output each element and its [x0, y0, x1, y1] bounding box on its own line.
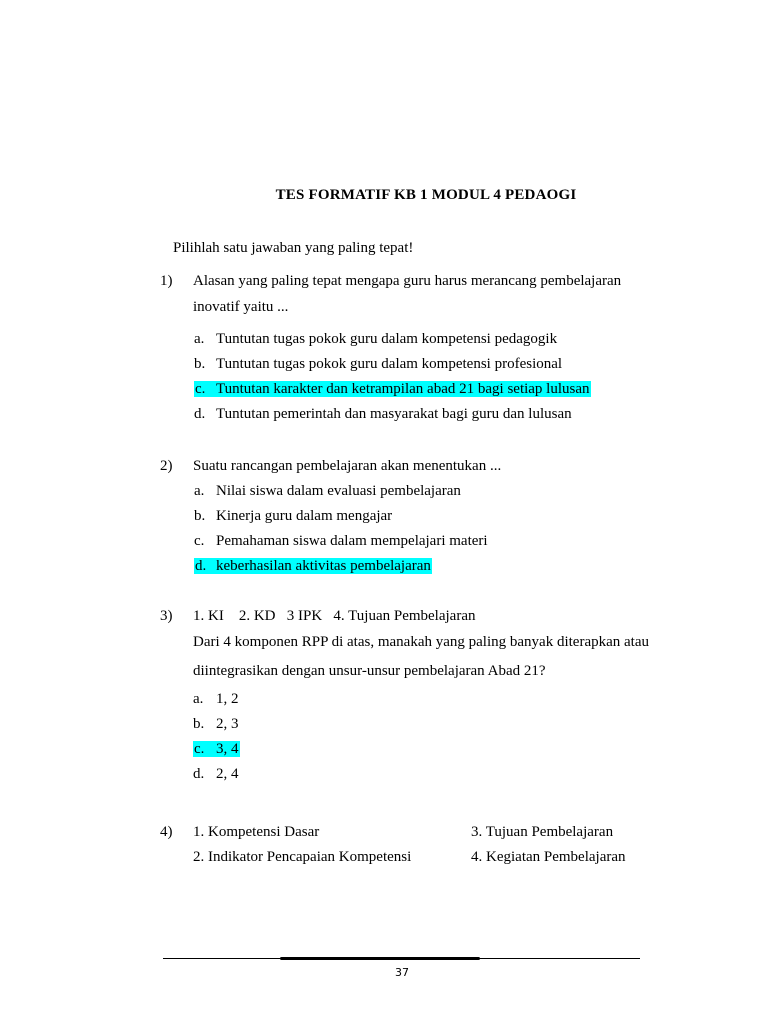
q1-number: 1) [160, 273, 173, 289]
page-title: TES FORMATIF KB 1 MODUL 4 PEDAOGI [275, 187, 577, 203]
option-letter: b. [194, 356, 206, 372]
option-letter: b. [194, 508, 206, 524]
q3-option-b [193, 715, 239, 733]
option-letter: c. [195, 381, 206, 397]
q1-option-b [194, 355, 562, 373]
q4-item-2: 2. Indikator Pencapaian Kompetensi [193, 849, 412, 865]
q1-option-a [194, 330, 557, 348]
q2-option-d [194, 557, 432, 575]
option-text: 2, 4 [216, 766, 239, 782]
instruction: Pilihlah satu jawaban yang paling tepat! [173, 240, 414, 256]
q3-line2: Dari 4 komponen RPP di atas, manakah yang paling banyak diterapkan atau [193, 634, 649, 650]
q3-option-d [193, 765, 239, 783]
q1-option-d [194, 405, 572, 423]
q1-line2: inovatif yaitu ... [193, 299, 289, 315]
option-letter: d. [193, 766, 205, 782]
option-text: Pemahaman siswa dalam mempelajari materi [216, 533, 488, 549]
q3-option-c [193, 740, 240, 758]
option-letter: d. [195, 558, 207, 574]
option-text: 2, 3 [216, 716, 239, 732]
q1-option-c [194, 380, 591, 398]
option-text: Kinerja guru dalam mengajar [216, 508, 393, 524]
q3-option-a [193, 690, 239, 708]
q2-option-c [194, 532, 488, 550]
option-letter: b. [193, 716, 205, 732]
highlighted-answer [194, 558, 432, 574]
option-letter: a. [194, 331, 205, 347]
page-number: 37 [395, 966, 409, 979]
q1-line1: Alasan yang paling tepat mengapa guru harus merancang pembelajaran [193, 273, 622, 289]
q2-option-b [194, 507, 392, 525]
option-text: Tuntutan pemerintah dan masyarakat bagi guru dan lulusan [216, 406, 572, 422]
q3-number: 3) [160, 608, 173, 624]
option-text: 1, 2 [216, 691, 239, 707]
highlighted-answer [194, 381, 591, 397]
option-letter: d. [194, 406, 206, 422]
option-letter: a. [194, 483, 205, 499]
option-text: Tuntutan tugas pokok guru dalam kompetensi pedagogik [216, 331, 558, 347]
option-letter: c. [194, 741, 205, 757]
q4-item-3: 3. Tujuan Pembelajaran [471, 824, 614, 840]
option-letter: a. [193, 691, 204, 707]
option-text: Nilai siswa dalam evaluasi pembelajaran [216, 483, 461, 499]
q3-line3: diintegrasikan dengan unsur-unsur pembelajaran Abad 21? [193, 663, 546, 679]
q4-item-4: 4. Kegiatan Pembelajaran [471, 849, 626, 865]
option-text: keberhasilan aktivitas pembelajaran [216, 558, 431, 574]
q2-option-a [194, 482, 461, 500]
option-text: Tuntutan tugas pokok guru dalam kompetensi profesional [216, 356, 563, 372]
q2-line1: Suatu rancangan pembelajaran akan menentukan ... [193, 458, 502, 474]
q4-number: 4) [160, 824, 173, 840]
q3-line1: 1. KI 2. KD 3 IPK 4. Tujuan Pembelajaran [193, 608, 476, 624]
footer-divider-accent [280, 957, 480, 960]
option-letter: c. [194, 533, 205, 549]
q2-number: 2) [160, 458, 173, 474]
option-text: Tuntutan karakter dan ketrampilan abad 21 bagi setiap lulusan [216, 381, 590, 397]
highlighted-answer [193, 741, 240, 757]
option-text: 3, 4 [216, 741, 239, 757]
q4-item-1: 1. Kompetensi Dasar [193, 824, 320, 840]
